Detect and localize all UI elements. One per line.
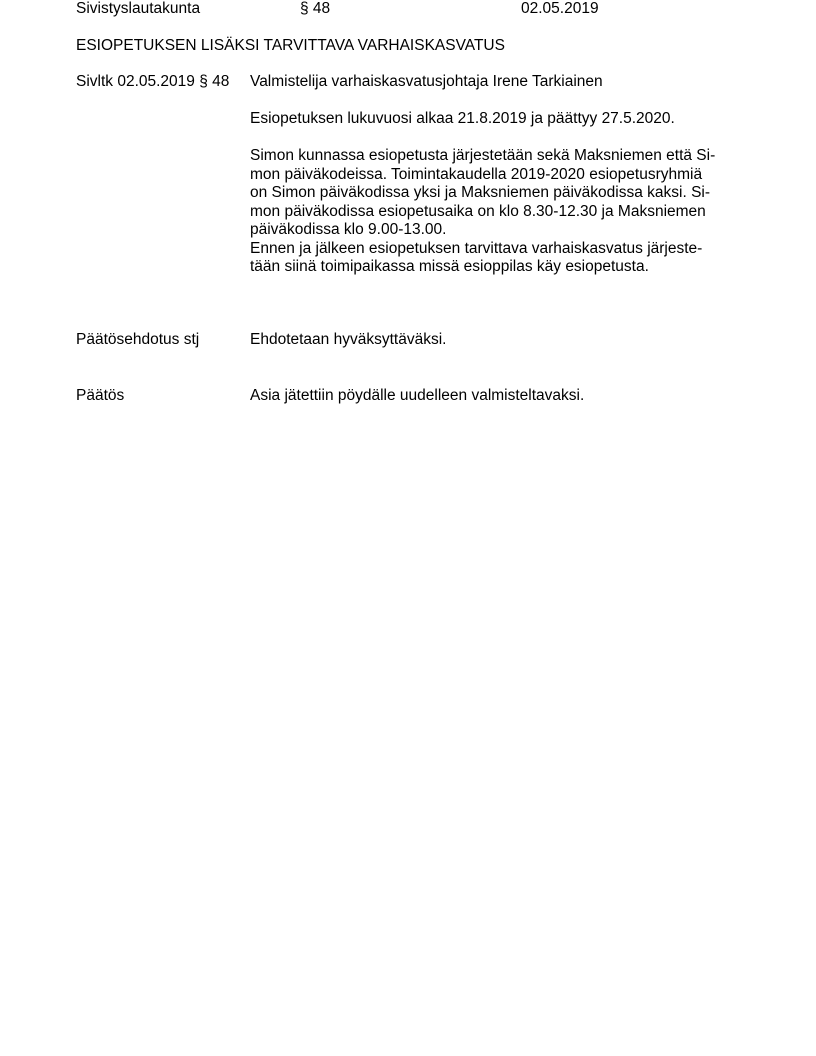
reference-label: Sivltk 02.05.2019 § 48 xyxy=(76,73,230,90)
proposal-label: Päätösehdotus stj xyxy=(76,331,200,348)
header-date: 02.05.2019 xyxy=(521,0,599,17)
body-line: tään siinä toimipaikassa missä esioppilas käy esiopetusta. xyxy=(250,258,649,275)
body-line: mon päiväkodeissa. Toimintakaudella 2019-2020 esiopetusryhmiä xyxy=(250,165,703,183)
school-year-paragraph: Esiopetuksen lukuvuosi alkaa 21.8.2019 ja päättyy 27.5.2020. xyxy=(250,110,675,127)
decision-text: Asia jätettiin pöydälle uudelleen valmisteltavaksi. xyxy=(250,387,585,404)
body-line: päiväkodissa klo 9.00-13.00. xyxy=(250,221,447,238)
body-paragraph xyxy=(250,147,750,277)
preparer-text: Valmistelija varhaiskasvatusjohtaja Irene Tarkiainen xyxy=(250,73,603,90)
header-section: § 48 xyxy=(300,0,331,17)
document-title: ESIOPETUKSEN LISÄKSI TARVITTAVA VARHAISKASVATUS xyxy=(76,37,505,54)
body-line: Simon kunnassa esiopetusta järjestetään sekä Maksniemen että Si- xyxy=(250,147,716,164)
body-line: on Simon päiväkodissa yksi ja Maksniemen päiväkodissa kaksi. Si- xyxy=(250,184,711,201)
decision-label: Päätös xyxy=(76,387,125,404)
body-line: Ennen ja jälkeen esiopetuksen tarvittava varhaiskasvatus järjeste- xyxy=(250,239,703,257)
body-line: mon päiväkodissa esiopetusaika on klo 8.30-12.30 ja Maksniemen xyxy=(250,202,706,220)
proposal-text: Ehdotetaan hyväksyttäväksi. xyxy=(250,331,447,348)
header-organization: Sivistyslautakunta xyxy=(76,0,201,17)
